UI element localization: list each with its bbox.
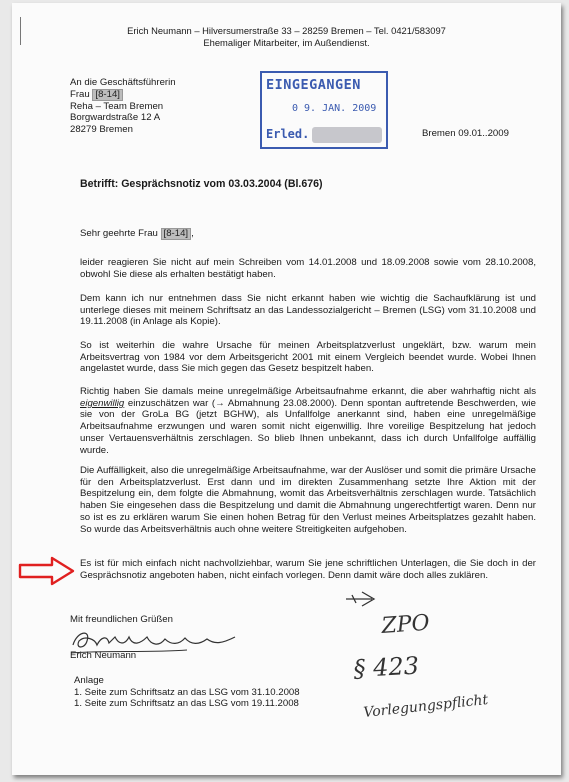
recipient-line-1: An die Geschäftsführerin — [70, 77, 176, 88]
paragraph-4-rest: einzuschätzen war (→ Abmahnung 23.08.2000). Denn spontan auftretende Beschwerden, wie sie von der GroLa BG (jetzt BGHW), als Unfallfolge anerkannt sind, haben eine unregelmäßige Arbeitsaufnahme erzwungen und waren somit nicht eigenwillig. Ihre voreilige Bespitzelung hat jedoch unser Vertauensverhältnis zerschlagen. So blieb Ihnen unbekannt, dass ich durch Unfallfolge auffällig wurde. — [80, 397, 536, 456]
paragraph-4-emphasis: eigenwillig — [80, 397, 125, 409]
redacted-name: [8-14] — [92, 89, 123, 101]
letterhead — [12, 25, 561, 48]
stamp-title: EINGEGANGEN — [266, 77, 361, 93]
letter-date: Bremen 09.01..2009 — [422, 128, 509, 139]
paragraph-6: Es ist für mich einfach nicht nachvollziehbar, warum Sie jene schriftlichen Unterlagen, die Sie doch in der Gesprächsnotiz angeboten haben, nicht einfach vorlegen. Denn damit wäre doch alles zuklären. — [80, 558, 536, 581]
subject-line: Betrifft: Gesprächsnotiz vom 03.03.2004 (Bl.676) — [80, 178, 323, 190]
paragraph-4-start: Richtig haben Sie damals meine unregelmäßige Arbeitsaufnahme erkannt, die aber wahrhaftig nicht als — [80, 386, 536, 397]
received-stamp — [260, 71, 388, 149]
stamp-date: 0 9. JAN. 2009 — [292, 103, 377, 114]
letterhead-line-1: Erich Neumann – Hilversumerstraße 33 – 28259 Bremen – Tel. 0421/583097 — [127, 25, 446, 36]
recipient-address — [70, 77, 176, 135]
recipient-line-4: Borgwardstraße 12 A — [70, 112, 161, 124]
greeting-suffix: , — [191, 228, 194, 239]
letter-page — [12, 3, 561, 775]
paragraph-1: leider reagieren Sie nicht auf mein Schreiben vom 14.01.2008 und 18.09.2008 sowie vom 28.10.2008, obwohl Sie diese als erhalten bestätigt haben. — [80, 257, 536, 280]
attachment-item-1: 1. Seite zum Schriftsatz an das LSG vom 31.10.2008 — [74, 686, 300, 698]
greeting-redacted-name: [8-14] — [161, 228, 192, 240]
signer-name: Erich Neumann — [70, 650, 137, 661]
handwritten-zpo: ZPO — [380, 610, 431, 639]
recipient-line-3: Reha – Team Bremen — [70, 100, 164, 112]
handwritten-paragraph: § 423 — [352, 651, 420, 683]
attachments-heading: Anlage — [74, 675, 104, 686]
handwritten-duty: Vorlegungspflicht — [362, 691, 489, 721]
attachment-item-2: 1. Seite zum Schriftsatz an das LSG vom 19.11.2008 — [74, 698, 299, 710]
recipient-line-5: 28279 Bremen — [70, 123, 133, 135]
handwritten-note-icon — [342, 589, 542, 734]
paragraph-4 — [80, 386, 536, 456]
paragraph-5: Die Auffälligkeit, also die unregelmäßige Arbeitsaufnahme, war der Auslöser und somit die primäre Ursache für den Arbeitsplatzverlust. Erst dann und im direkten Zusammenhang setzte Ihre Aktion mit der Bespitzelung ein, dem folgte die Abmahnung, womit das Arbeitsverhältnis zerschlagen wurde. Tatsächlich haben Sie eingesehen dass die Bespitzelung und damit die Abmahnung ungerechtfertigt waren. Denn nur so ist es zu erklären warum Sie einen hohen Betrag für den Verlust meines Arbeitsplatzes gezahlt haben. So wurde das Arbeitsverhältnis auch ohne weitere Streitigkeiten aufgehoben. — [80, 465, 536, 535]
greeting-prefix: Sehr geehrte Frau — [80, 228, 158, 239]
closing-phrase: Mit freundlichen Grüßen — [70, 614, 173, 625]
stamp-redaction — [312, 127, 382, 143]
paragraph-2: Dem kann ich nur entnehmen dass Sie nicht erkannt haben wie wichtig die Sachaufklärung ist und unterlege dieses mit meinem Schriftsatz an das Landessozialgericht – Bremen (LSG) vom 31.10.2008 und 19.11.2008 (in Anlage als Kopie). — [80, 293, 536, 328]
letterhead-line-2: Ehemaliger Mitarbeiter, im Außendienst. — [203, 36, 370, 48]
recipient-title: Frau — [70, 88, 90, 100]
stamp-label: Erled. — [266, 127, 310, 141]
recipient-line-2 — [70, 89, 176, 101]
greeting — [80, 228, 194, 240]
attachments — [74, 675, 300, 710]
paragraph-3: So ist weiterhin die wahre Ursache für meinen Arbeitsplatzverlust ungeklärt, bzw. warum mein Arbeitsvertrag von 1984 vor dem Arbeitsgericht 2001 mit einem Vergleich beendet wurde. Wobei Ihnen angelastet wurde, dass Sie mich gegen das Gesetz bespitzelt haben. — [80, 340, 536, 375]
red-arrow-icon — [18, 556, 76, 586]
